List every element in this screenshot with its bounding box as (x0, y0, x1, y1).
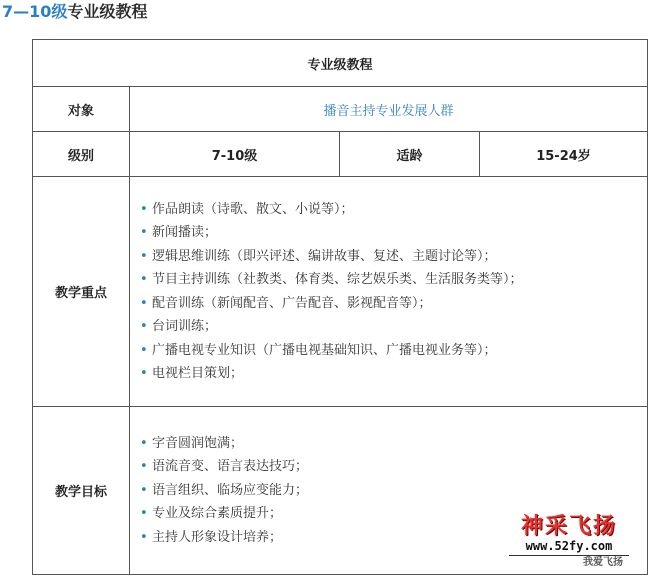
watermark-url: www.52fy.com (509, 539, 629, 556)
curriculum-table (32, 39, 648, 575)
focus-item: • 广播电视专业知识（广播电视基础知识、广播电视业务等）； (140, 339, 647, 363)
focus-item: • 新闻播读； (140, 221, 647, 245)
focus-item: • 配音训练（新闻配音、广告配音、影视配音等）； (140, 292, 647, 316)
audience-value: 播音主持专业发展人群 (130, 87, 648, 132)
goals-label: 教学目标 (33, 407, 130, 575)
page-heading (2, 0, 147, 26)
heading-level-range: 7—10级 (2, 2, 68, 21)
level-value: 7-10级 (130, 132, 340, 177)
goal-item: • 字音圆润饱满； (140, 432, 647, 456)
focus-label: 教学重点 (33, 177, 130, 407)
goal-item: • 语言组织、临场应变能力； (140, 479, 647, 503)
heading-title: 专业级教程 (67, 2, 148, 21)
audience-label: 对象 (33, 87, 130, 132)
table-title: 专业级教程 (33, 40, 648, 87)
watermark (509, 513, 629, 570)
focus-item: • 逻辑思维训练（即兴评述、编讲故事、复述、主题讨论等）； (140, 245, 647, 269)
focus-item: • 作品朗读（诗歌、散文、小说等）； (140, 198, 647, 222)
watermark-logo: 神采飞扬 (520, 513, 617, 539)
watermark-subtitle: 我爱飞扬 (583, 557, 623, 568)
focus-list (130, 198, 647, 386)
focus-item: • 台词训练； (140, 315, 647, 339)
focus-cell (130, 177, 648, 407)
age-value: 15-24岁 (480, 132, 648, 177)
focus-item: • 电视栏目策划； (140, 362, 647, 386)
goal-item: • 主持人形象设计培养； (140, 526, 647, 550)
focus-item: • 节目主持训练（社教类、体育类、综艺娱乐类、生活服务类等）； (140, 268, 647, 292)
age-label: 适龄 (340, 132, 480, 177)
goal-item: • 专业及综合素质提升； (140, 502, 647, 526)
goal-item: • 语流音变、语言表达技巧； (140, 455, 647, 479)
level-label: 级别 (33, 132, 130, 177)
